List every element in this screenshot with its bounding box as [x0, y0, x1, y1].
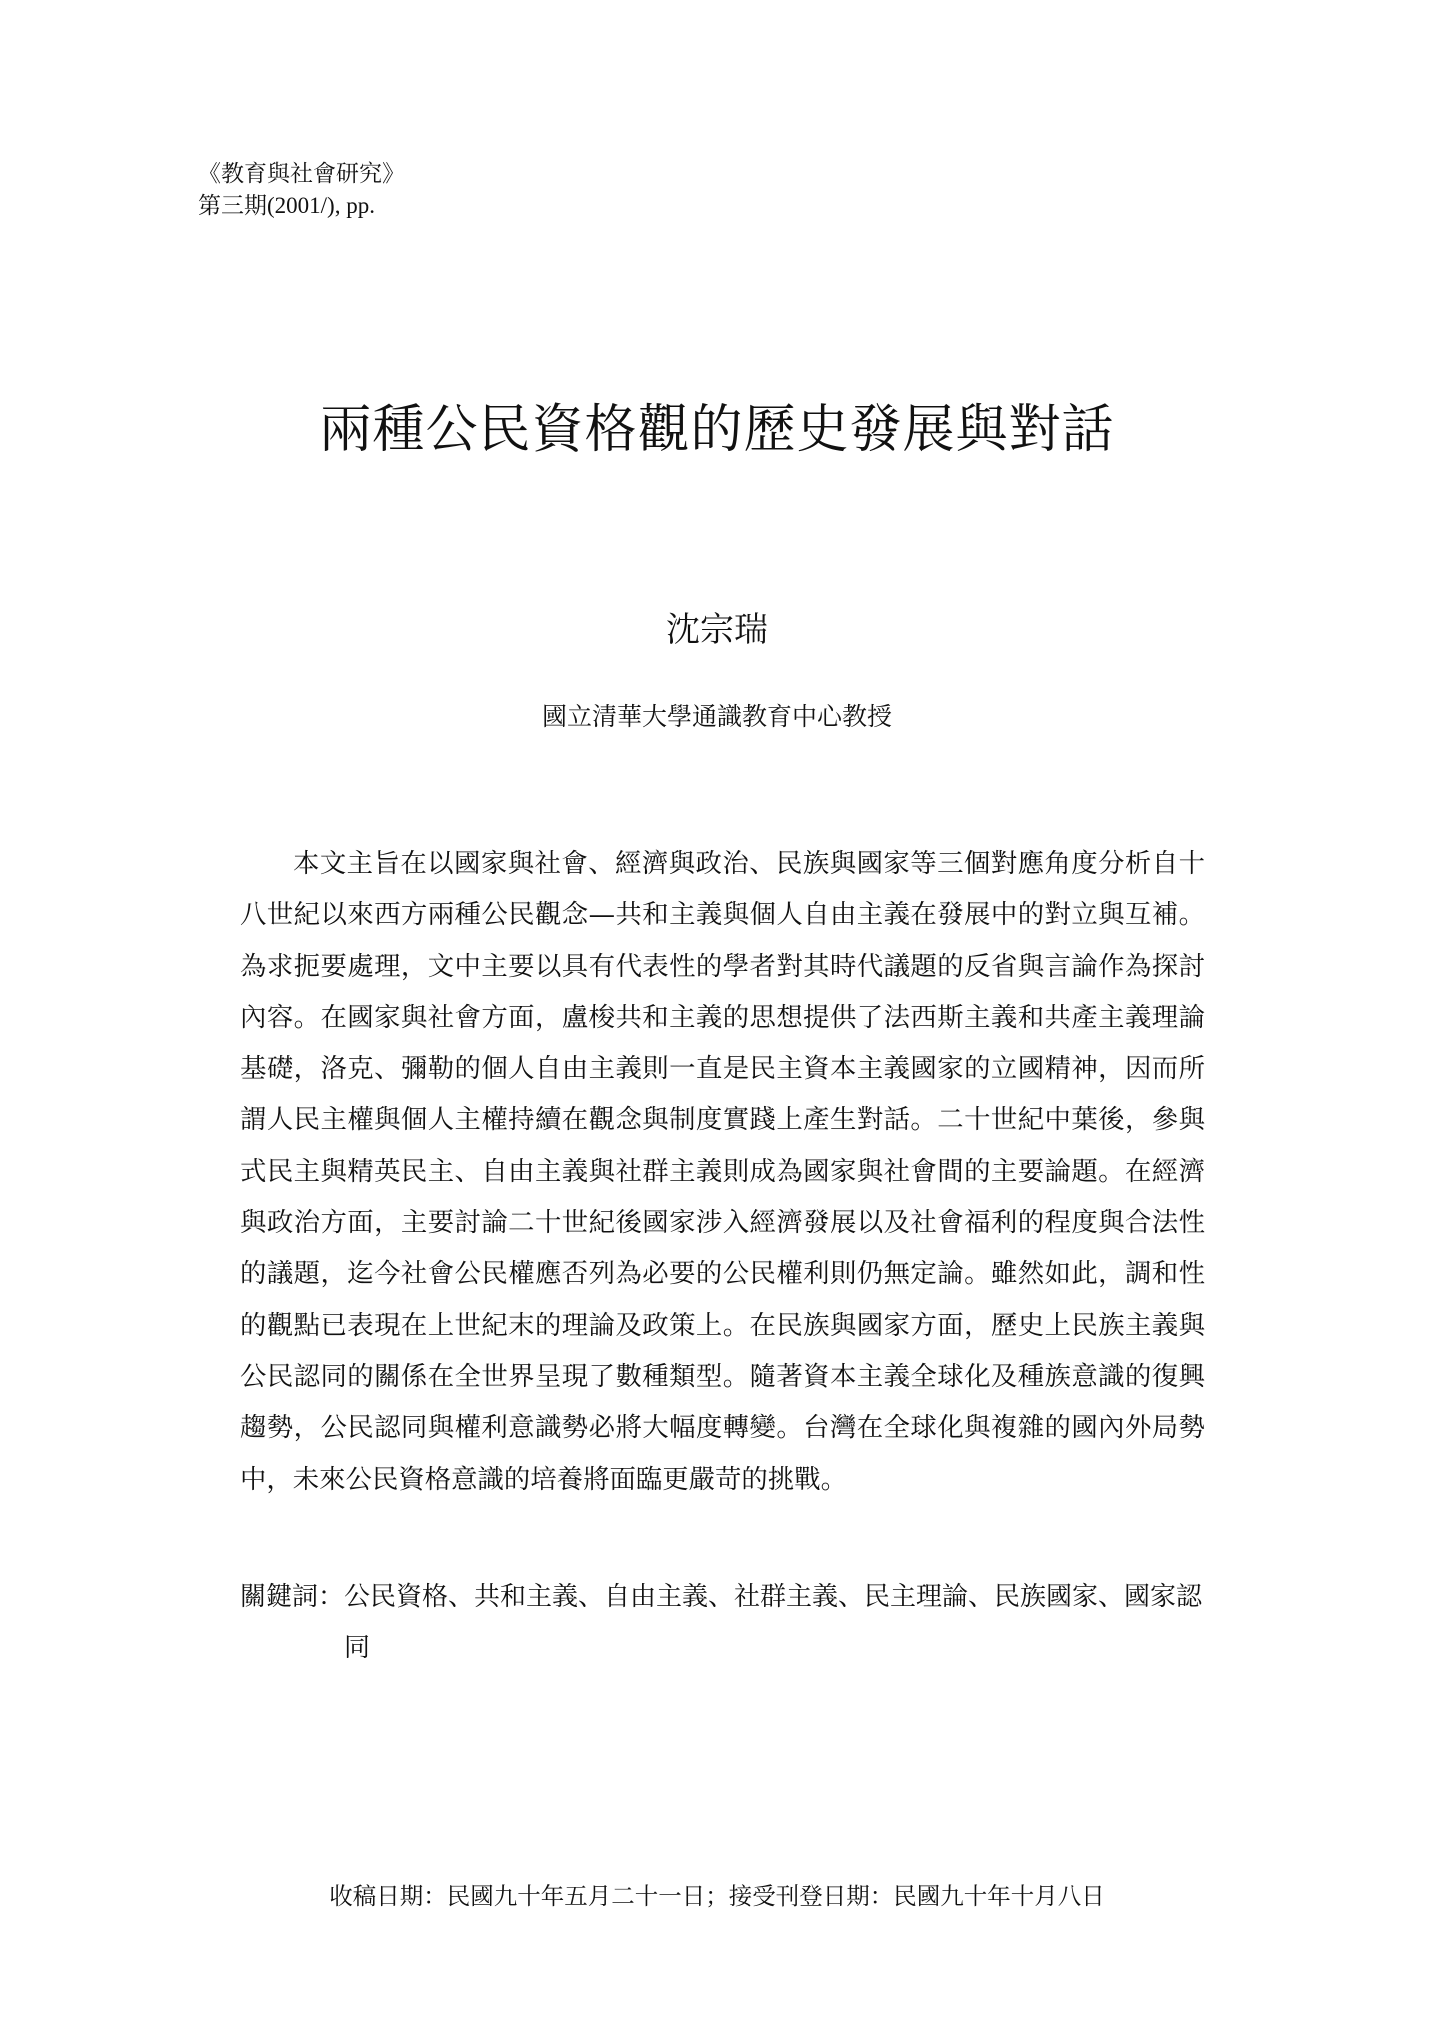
- keywords-block: [240, 1572, 1205, 1674]
- keywords-label: 關鍵詞：: [240, 1582, 345, 1612]
- keywords-list: 公民資格、共和主義、自由主義、社群主義、民主理論、民族國家、國家認同: [344, 1582, 1203, 1663]
- author-affiliation: 國立清華大學通識教育中心教授: [541, 702, 892, 731]
- journal-name: 《教育與社會研究》: [198, 161, 405, 186]
- author-name: 沈宗瑞: [666, 610, 768, 650]
- issue-info: 第三期(2001/), pp.: [198, 193, 375, 218]
- abstract-paragraph: 本文主旨在以國家與社會、經濟與政治、民族與國家等三個對應角度分析自十八世紀以來西方兩種公民觀念—共和主義與個人自由主義在發展中的對立與互補。為求扼要處理，文中主要以具有代表性的學者對其時代議題的反省與言論作為探討內容。在國家與社會方面，盧梭共和主義的思想提供了法西斯主義和共產主義理論基礎，洛克、彌勒的個人自由主義則一直是民主資本主義國家的立國精神，因而所謂人民主權與個人主權持續在觀念與制度實踐上產生對話。二十世紀中葉後，參與式民主與精英民主、自由主義與社群主義則成為國家與社會間的主要論題。在經濟與政治方面，主要討論二十世紀後國家涉入經濟發展以及社會福利的程度與合法性的議題，迄今社會公民權應否列為必要的公民權利則仍無定論。雖然如此，調和性的觀點已表現在上世紀末的理論及政策上。在民族與國家方面，歷史上民族主義與公民認同的關係在全世界呈現了數種類型。隨著資本主義全球化及種族意識的復興趨勢，公民認同與權利意識勢必將大幅度轉變。台灣在全球化與複雜的國內外局勢中，未來公民資格意識的培養將面臨更嚴苛的挑戰。: [240, 848, 1205, 1495]
- submission-dates: 收稿日期：民國九十年五月二十一日；接受刊登日期：民國九十年十月八日: [329, 1882, 1105, 1910]
- article-title: 兩種公民資格觀的歷史發展與對話: [319, 400, 1115, 460]
- journal-header: [198, 158, 405, 222]
